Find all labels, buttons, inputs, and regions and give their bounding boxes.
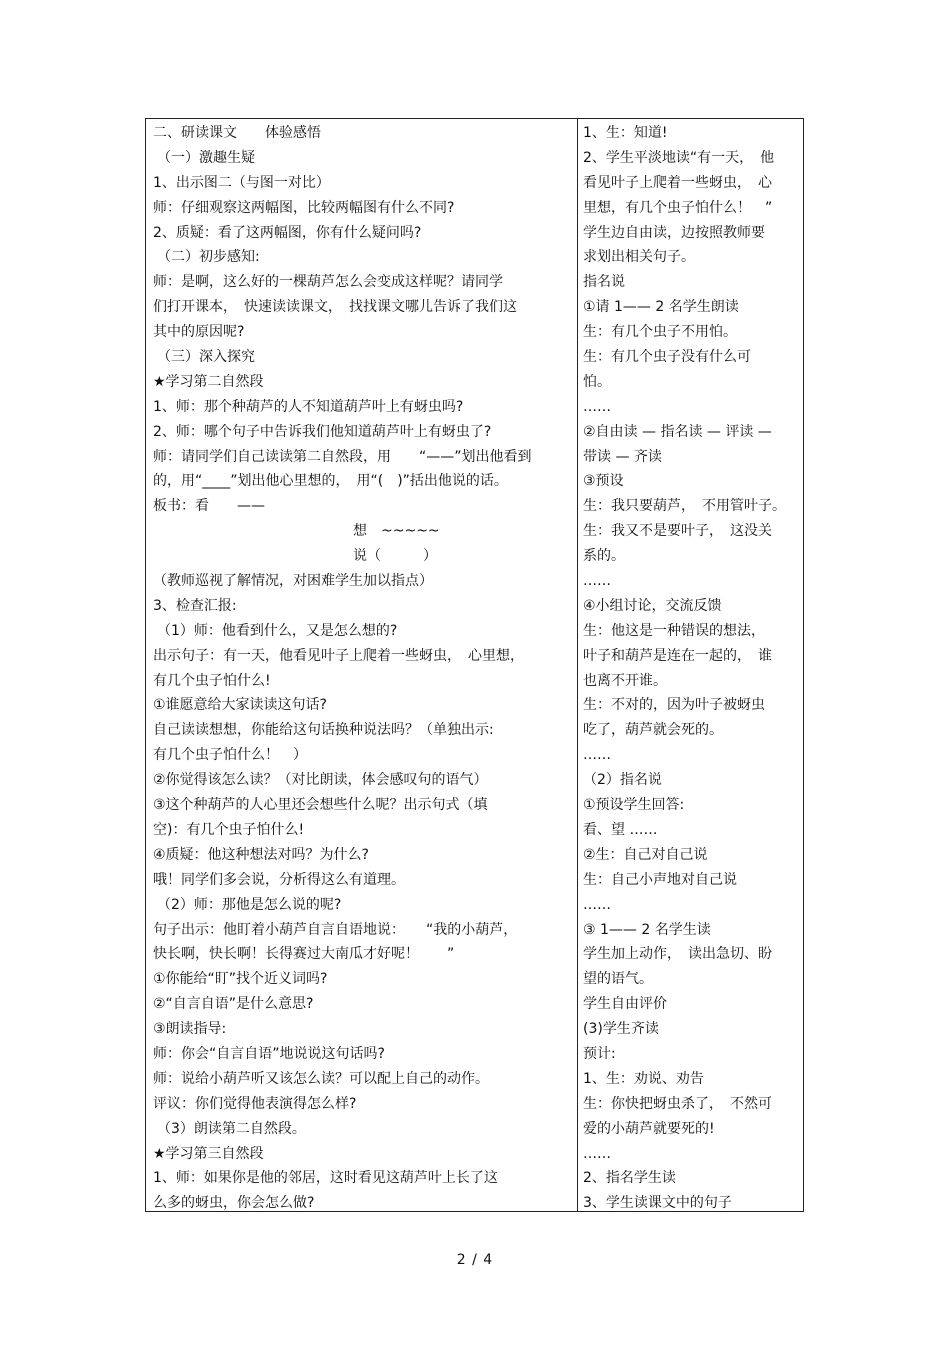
text-line: （教师巡视了解情况，对困难学生加以指点） <box>153 573 433 590</box>
text-line: ③朗读指导: <box>153 1021 227 1038</box>
text-line: ④小组讨论，交流反馈 <box>583 597 722 614</box>
text-line: ★学习第二自然段 <box>153 373 264 390</box>
text-line: 师：说给小葫芦听又该怎么读？可以配上自己的动作。 <box>153 1070 489 1087</box>
text-line: 学生边自由读，边按照教师要 <box>583 224 765 241</box>
text-line: 空)：有几个虫子怕什么! <box>153 821 305 838</box>
text-line: 的，用“____”划出他心里想的， 用“( )”括出他说的话。 <box>153 473 508 490</box>
text-line: ④质疑：他这种想法对吗？为什么? <box>153 846 369 863</box>
teacher-activity-column <box>153 121 573 1216</box>
page-number: 2 / 4 <box>456 1252 494 1268</box>
text-line: 叶子和葫芦是连在一起的， 谁 <box>583 647 772 664</box>
text-line: ★学习第三自然段 <box>153 1145 264 1162</box>
text-line: 学生自由评价 <box>583 996 667 1013</box>
text-line: 师：仔细观察这两幅图，比较两幅图有什么不同? <box>153 199 455 216</box>
text-line: 们打开课本， 快速读读课文， 找找课文哪儿告诉了我们这 <box>153 299 517 316</box>
text-line: 指名说 <box>583 274 625 291</box>
text-line: 生：我又不是要叶子， 这没关 <box>583 523 772 540</box>
text-line: 1、出示图二（与图一对比） <box>153 174 330 191</box>
text-line: 生：有几个虫子不用怕。 <box>583 324 737 341</box>
text-line: (3)学生齐读 <box>583 1021 659 1038</box>
text-line: 么多的蚜虫，你会怎么做? <box>153 1195 315 1212</box>
text-line: 板书：看 —— <box>153 498 265 515</box>
text-line: 里想，有几个虫子怕什么！ ” <box>583 199 773 216</box>
text-line: …… <box>583 1145 611 1162</box>
text-line: 生：你快把蚜虫杀了， 不然可 <box>583 1095 772 1112</box>
text-line: ①请 1—— 2 名学生朗读 <box>583 299 739 316</box>
text-line: 吃了，葫芦就会死的。 <box>583 722 723 739</box>
text-line: （2）指名说 <box>583 772 662 789</box>
text-line: 1、师：那个种葫芦的人不知道葫芦叶上有蚜虫吗? <box>153 398 464 415</box>
text-line: 生：自己小声地对自己说 <box>583 871 737 888</box>
text-line: 2、指名学生读 <box>583 1170 676 1187</box>
text-line: 2、学生平淡地读“有一天， 他 <box>583 149 775 166</box>
text-line: （一）激趣生疑 <box>157 149 255 166</box>
text-line: …… <box>583 896 611 913</box>
text-line: 爱的小葫芦就要死的! <box>583 1120 715 1137</box>
text-line: ①谁愿意给大家读读这句话? <box>153 697 327 714</box>
text-line: 出示句子：有一天，他看见叶子上爬着一些蚜虫， 心里想， <box>153 647 524 664</box>
text-line: 生：不对的，因为叶子被蚜虫 <box>583 697 765 714</box>
text-line: 二、研读课文 体验感悟 <box>153 125 321 141</box>
text-line: 有几个虫子怕什么！ ） <box>153 747 307 764</box>
text-line: 师：是啊，这么好的一棵葫芦怎么会变成这样呢？请同学 <box>153 274 503 291</box>
text-line: 预计: <box>583 1045 616 1062</box>
text-line: 1、生：劝说、劝告 <box>583 1070 704 1087</box>
text-line: 其中的原因呢? <box>153 324 245 341</box>
text-line: ②“自言自语”是什么意思? <box>153 996 314 1013</box>
text-line: 2、质疑：看了这两幅图，你有什么疑问吗? <box>153 224 422 241</box>
text-line: ②自由读 — 指名读 — 评读 — <box>583 423 772 440</box>
text-line: 自己读读想想，你能给这句话换种说法吗？（单独出示: <box>153 722 494 739</box>
text-line: （1）师：他看到什么，又是怎么想的? <box>157 622 398 639</box>
text-line: 说（ ） <box>353 548 437 565</box>
text-line: 1、生：知道! <box>583 125 668 141</box>
text-line: ①预设学生回答: <box>583 797 685 814</box>
text-line: ③预设 <box>583 473 624 490</box>
text-line: （三）深入探究 <box>157 349 255 366</box>
text-line: （2）师：那他是怎么说的呢? <box>157 896 342 913</box>
lesson-table <box>145 118 804 1212</box>
text-line: 系的。 <box>583 548 625 565</box>
text-line: ①你能给“盯”找个近义词吗? <box>153 971 328 988</box>
text-line: 生：有几个虫子没有什么可 <box>583 349 751 366</box>
text-line: （二）初步感知: <box>157 249 260 266</box>
text-line: ②生：自己对自己说 <box>583 846 708 863</box>
text-line: （3）朗读第二自然段。 <box>157 1120 306 1137</box>
text-line: 哦！同学们多会说，分析得这么有道理。 <box>153 871 405 888</box>
text-line: 3、学生读课文中的句子 <box>583 1195 732 1212</box>
text-line: 2、师：哪个句子中告诉我们他知道葫芦叶上有蚜虫了? <box>153 423 492 440</box>
text-line: 3、检查汇报: <box>153 597 237 614</box>
text-line: 求划出相关句子。 <box>583 249 695 266</box>
text-line: 看、望 …… <box>583 821 658 838</box>
text-line: 生：他这是一种错误的想法， <box>583 622 765 639</box>
student-activity-column <box>583 121 795 1216</box>
text-line: 带读 — 齐读 <box>583 448 662 465</box>
text-line: 怕。 <box>583 373 611 390</box>
text-line: 学生加上动作， 读出急切、盼 <box>583 946 772 963</box>
text-line: 有几个虫子怕什么! <box>153 672 271 689</box>
text-line: 生：我只要葫芦， 不用管叶子。 <box>583 498 786 515</box>
text-line: …… <box>583 573 611 590</box>
text-line: …… <box>583 398 611 415</box>
text-line: 句子出示：他盯着小葫芦自言自语地说： “我的小葫芦， <box>153 921 518 938</box>
text-line: 师：请同学们自己读读第二自然段，用 “——”划出他看到 <box>153 448 532 465</box>
text-line: 快长啊，快长啊！长得赛过大南瓜才好呢！ ” <box>153 946 455 963</box>
column-divider <box>577 119 578 1211</box>
text-line: 看见叶子上爬着一些蚜虫， 心 <box>583 174 772 191</box>
text-line: 望的语气。 <box>583 971 653 988</box>
text-line: ③这个种葫芦的人心里还会想些什么呢？出示句式（填 <box>153 797 488 814</box>
text-line: 师：你会“自言自语”地说说这句话吗? <box>153 1045 385 1062</box>
text-line: 1、师：如果你是他的邻居，这时看见这葫芦叶上长了这 <box>153 1170 498 1187</box>
text-line: ②你觉得该怎么读？（对比朗读，体会感叹句的语气） <box>153 772 488 789</box>
text-line: …… <box>583 747 611 764</box>
text-line: 也离不开谁。 <box>583 672 667 689</box>
text-line: 评议：你们觉得他表演得怎么样? <box>153 1095 357 1112</box>
text-line: ③ 1—— 2 名学生读 <box>583 921 711 938</box>
text-line: 想 ~~~~~ <box>353 523 440 540</box>
